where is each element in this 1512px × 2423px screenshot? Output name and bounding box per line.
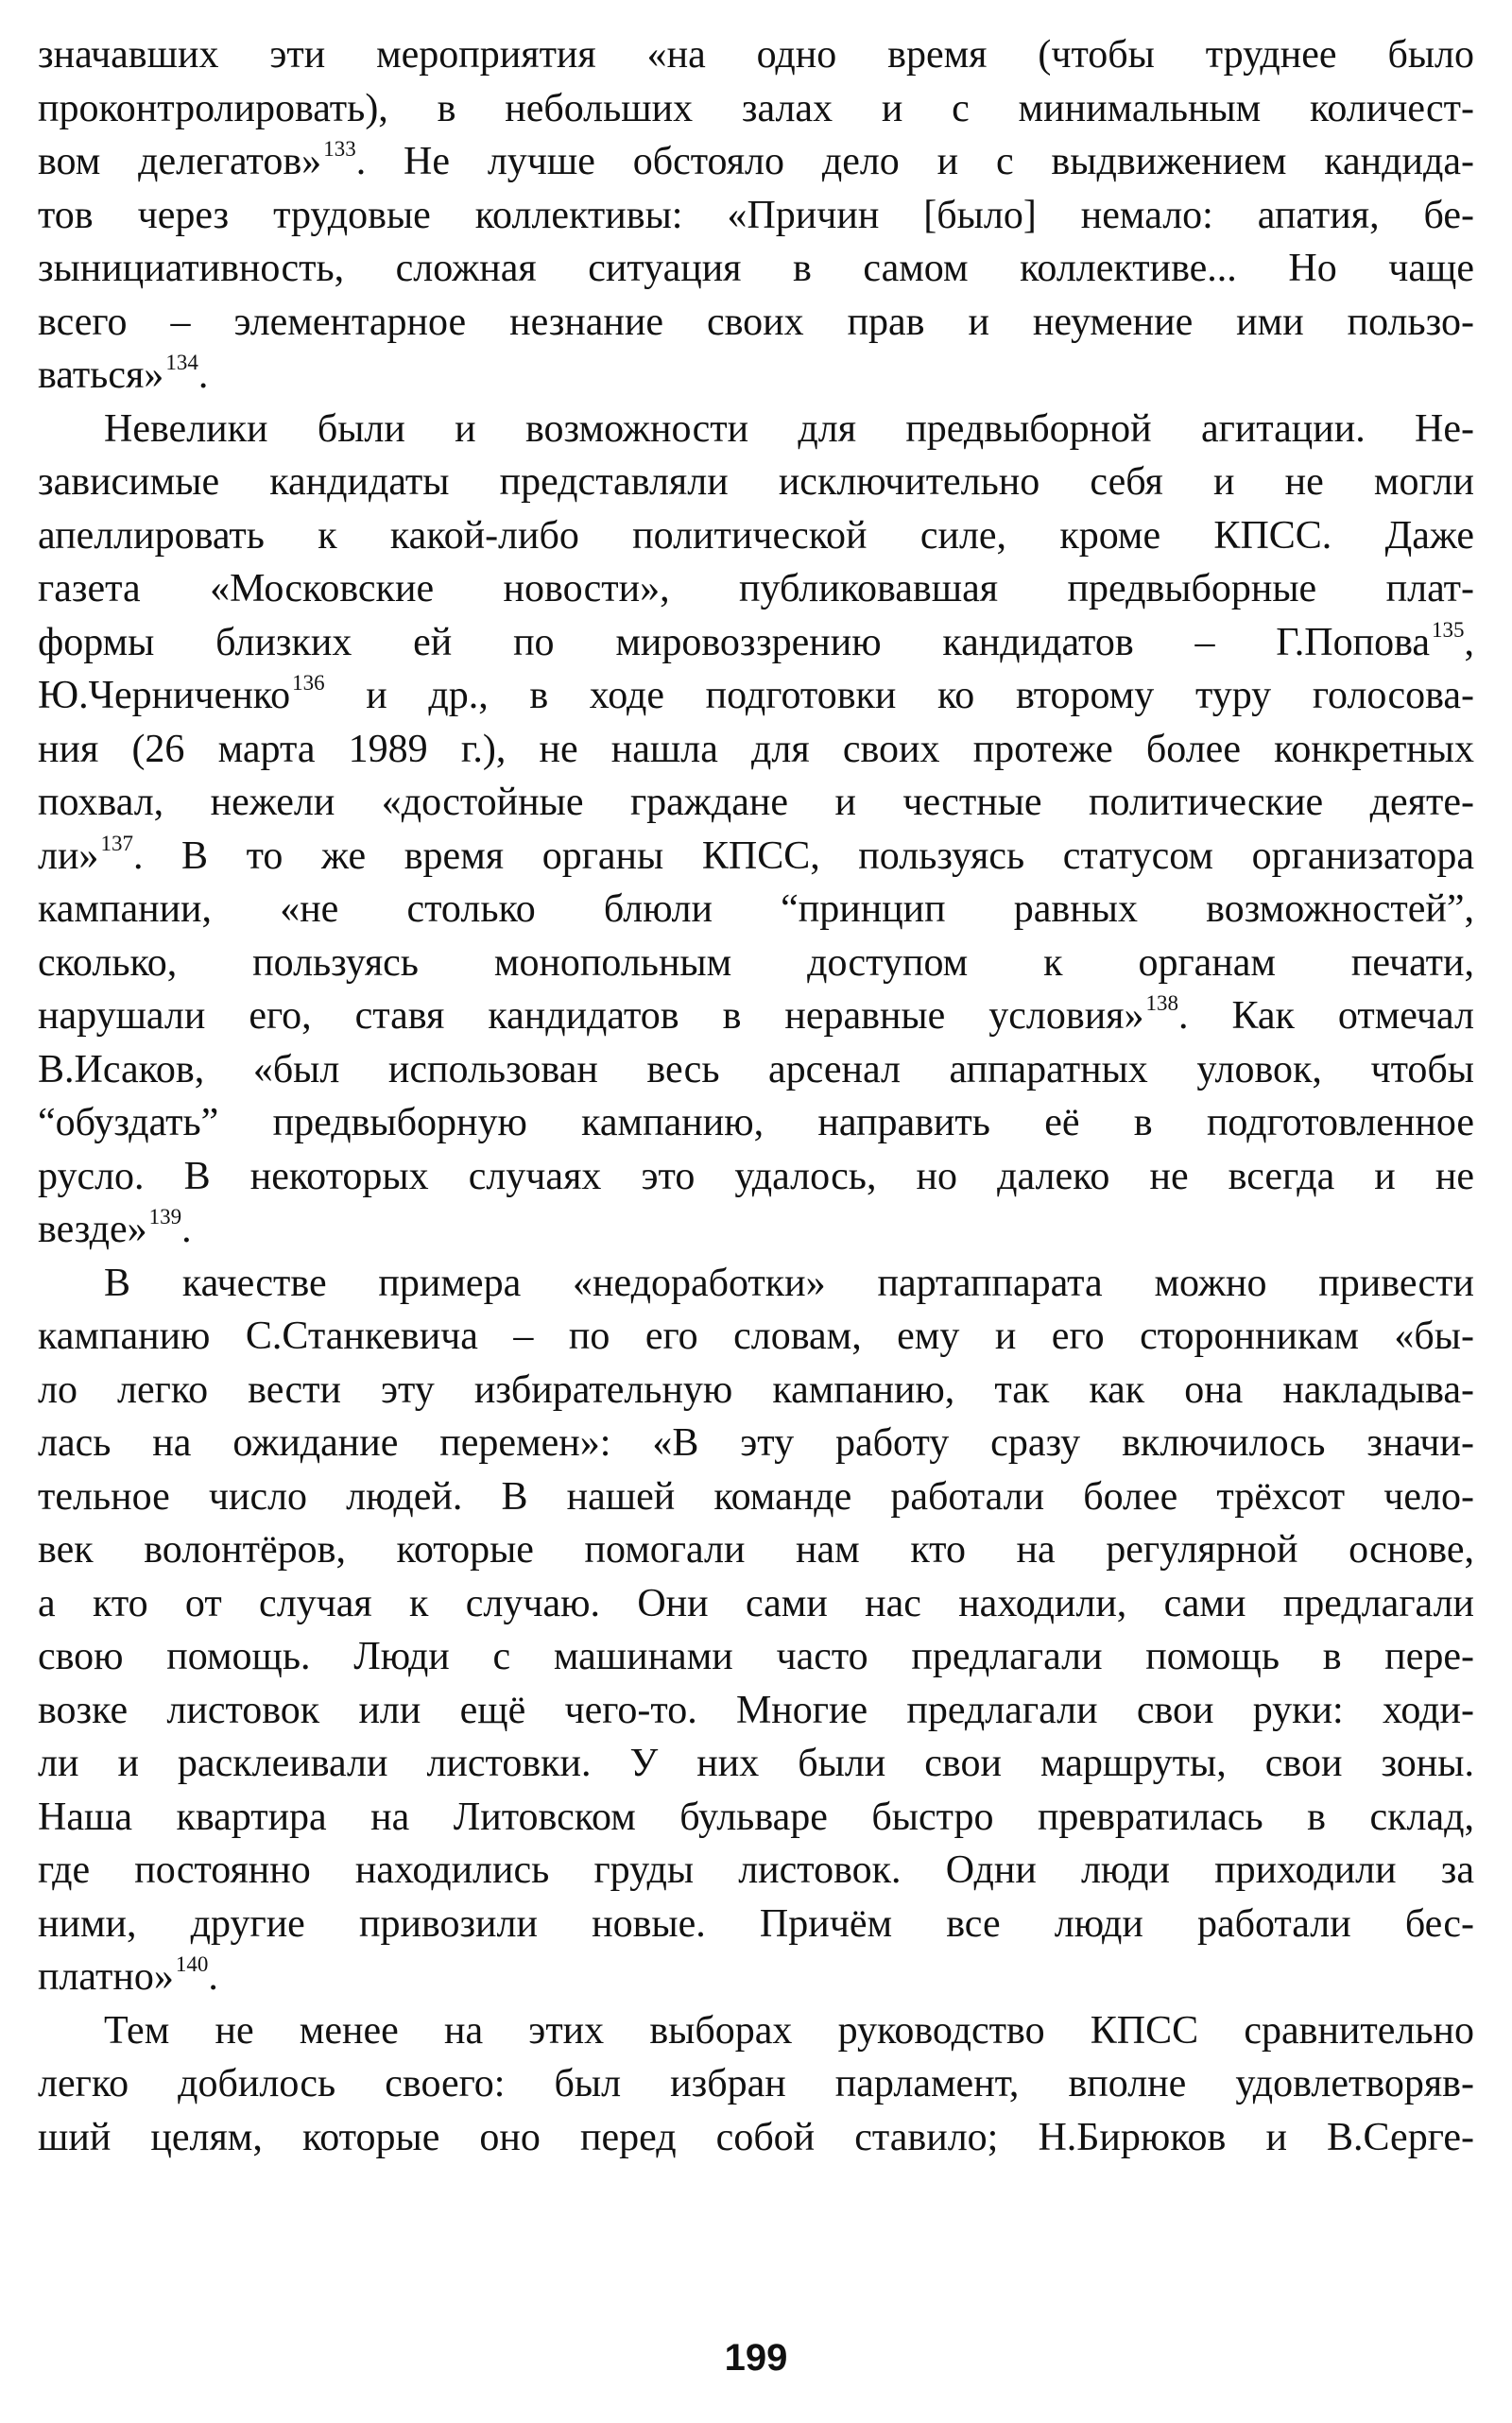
footnote-ref: 139 [148,1205,182,1229]
text-line [38,135,1474,189]
line-text: . [181,1208,192,1251]
text-line: В качестве примера «недоработки» партаппарата можно привести [104,1261,1474,1305]
text-line [38,830,1474,884]
line-text: ваться» [38,353,164,397]
text-line: Тем не менее на этих выборах руководство КПСС сравнительно [104,2008,1474,2053]
line-text: Ю.Черниченко [38,674,291,717]
line-text: везде» [38,1208,147,1251]
footnote-ref: 137 [100,831,133,855]
text-line: Наша квартира на Литовском бульваре быстро превратилась в склад, [38,1795,1474,1839]
paragraph [38,2004,1474,2165]
text-line: а кто от случая к случаю. Они сами нас находили, сами предлагали [38,1581,1474,1625]
text-line [38,349,1474,403]
text-line: В.Исаков, «был использован весь арсенал аппаратных уловок, чтобы [38,1047,1474,1091]
line-text: . Как отмечал [1177,994,1474,1038]
text-line: газета «Московские новости», публиковавшая предвыборные плат- [38,567,1474,610]
text-line: где постоянно находились груды листовок. Одни люди приходили за [38,1848,1474,1892]
line-text: вом делегатов» [38,140,322,183]
text-line: ли и расклеивали листовки. У них были свои маршруты, свои зоны. [38,1742,1474,1785]
text-line: зависимые кандидаты представляли исключительно себя и не могли [38,460,1474,504]
text-line: русло. В некоторых случаях это удалось, но далеко не всегда и не [38,1154,1474,1198]
text-line: кампании, «не столько блюли “принцип равных возможностей”, [38,887,1474,931]
line-text: нарушали его, ставя кандидатов в неравные условия» [38,994,1144,1038]
line-text: , [1464,620,1474,664]
footnote-ref: 136 [292,671,325,695]
line-text: формы близких ей по мировоззрению кандидатов – Г.Попова [38,620,1430,664]
footnote-ref: 133 [323,137,356,161]
text-line: возке листовок или ещё чего-то. Многие предлагали свои руки: ходи- [38,1688,1474,1732]
text-line [38,1203,1474,1257]
page-number: 199 [724,2337,788,2379]
text-line: ший целям, которые оно перед собой ставило; Н.Бирюков и В.Серге- [38,2115,1474,2159]
text-line: кампанию С.Станкевича – по его словам, ему и его сторонникам «бы- [38,1315,1474,1358]
text-line [38,616,1474,670]
paragraph [38,28,1474,403]
text-line: апеллировать к какой-либо политической силе, кроме КПСС. Даже [38,513,1474,558]
text-line [38,669,1474,723]
text-line [38,1950,1474,2004]
text-line: тов через трудовые коллективы: «Причин [было] немало: апатия, бе- [38,193,1474,237]
text-line: ния (26 марта 1989 г.), не нашла для своих протеже более конкретных [38,727,1474,771]
text-line: всего – элементарное незнание своих прав и неумение ими пользо- [38,300,1474,344]
line-text: платно» [38,1955,174,1999]
page-body [38,28,1474,2334]
footnote-ref: 138 [1145,991,1178,1015]
text-line: век волонтёров, которые помогали нам кто на регулярной основе, [38,1528,1474,1572]
text-line [38,989,1474,1043]
line-text: . В то же время органы КПСС, пользуясь статусом организатора [132,833,1474,878]
line-text: и др., в ходе подготовки ко второму туру голосова- [324,674,1474,717]
line-text: ли» [38,833,99,878]
footnote-ref: 135 [1432,617,1465,642]
text-line: “обуздать” предвыборную кампанию, направить её в подготовленное [38,1101,1474,1144]
text-line: Невелики были и возможности для предвыборной агитации. Не- [104,406,1474,451]
paragraph [38,403,1474,1257]
line-text: . Не лучше обстояло дело и с выдвижением кандида- [355,140,1474,183]
text-line: легко добилось своего: был избран парламент, вполне удовлетворяв- [38,2062,1474,2105]
text-line: ло легко вести эту избирательную кампанию, так как она накладыва- [38,1367,1474,1412]
line-text: . [208,1955,218,1999]
text-line: свою помощь. Люди с машинами часто предлагали помощь в пере- [38,1635,1474,1678]
text-line: значавших эти мероприятия «на одно время (чтобы труднее было [38,33,1474,77]
text-line: лась на ожидание перемен»: «В эту работу сразу включилось значи- [38,1421,1474,1465]
text-line: ними, другие привозили новые. Причём все люди работали бес- [38,1901,1474,1946]
paragraph [38,1257,1474,2004]
text-line: похвал, нежели «достойные граждане и честные политические деяте- [38,781,1474,824]
text-line: тельное число людей. В нашей команде работали более трёхсот чело- [38,1474,1474,1519]
text-line: проконтролировать), в небольших залах и с минимальным количест- [38,86,1474,130]
footnote-ref: 140 [175,1952,209,1976]
line-text: . [198,353,209,397]
text-line: сколько, пользуясь монопольным доступом к органам печати, [38,940,1474,985]
footnote-ref: 134 [165,351,198,374]
text-line: зынициативность, сложная ситуация в самом коллективе... Но чаще [38,247,1474,290]
